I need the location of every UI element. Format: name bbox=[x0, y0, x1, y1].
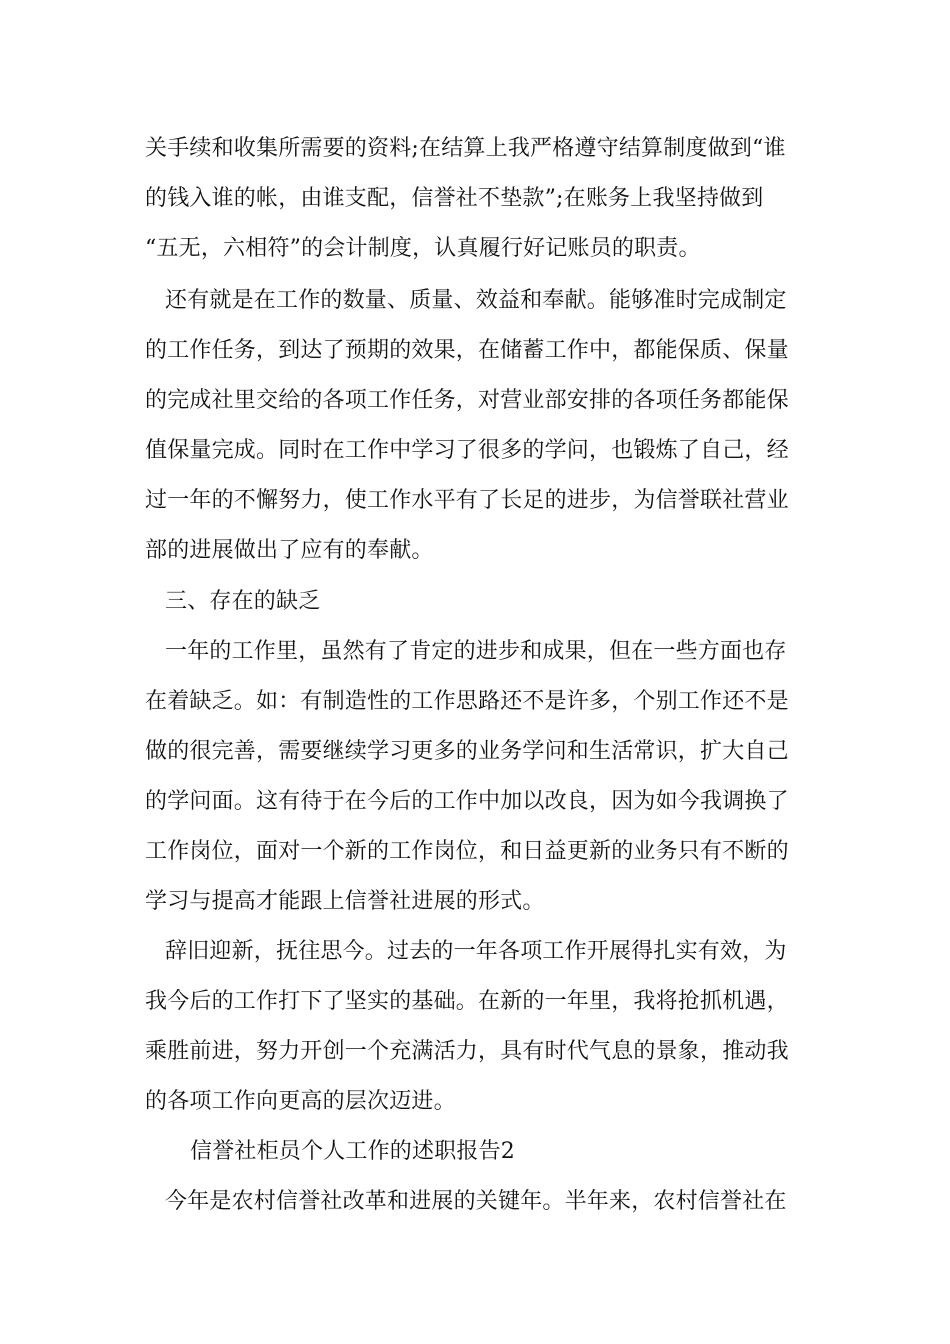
text-line: 的完成社里交给的各项工作任务，对营业部安排的各项任务都能保 bbox=[145, 388, 789, 413]
text-line: 的各项工作向更高的层次迈进。 bbox=[145, 1089, 456, 1114]
text-line: 值保量完成。同时在工作中学习了很多的学问，也锻炼了自己，经 bbox=[145, 438, 789, 463]
text-line: 还有就是在工作的数量、质量、效益和奉献。能够准时完成制定 bbox=[165, 288, 787, 313]
text-line: 工作岗位，面对一个新的工作岗位，和日益更新的业务只有不断的 bbox=[145, 839, 789, 864]
text-line: 的钱入谁的帐，由谁支配，信誉社不垫款”;在账务上我坚持做到 bbox=[145, 186, 764, 211]
text-line: 一年的工作里，虽然有了肯定的进步和成果，但在一些方面也存 bbox=[165, 639, 787, 664]
text-line: “五无，六相符”的会计制度，认真履行好记账员的职责。 bbox=[145, 236, 701, 261]
text-line: 辞旧迎新，抚往思今。过去的一年各项工作开展得扎实有效，为 bbox=[165, 939, 787, 964]
text-line: 的学问面。这有待于在今后的工作中加以改良，因为如今我调换了 bbox=[145, 789, 789, 814]
text-line: 今年是农村信誉社改革和进展的关键年。半年来，农村信誉社在 bbox=[165, 1189, 787, 1214]
text-line: 的工作任务，到达了预期的效果，在储蓄工作中，都能保质、保量 bbox=[145, 338, 789, 363]
text-line: 过一年的不懈努力，使工作水平有了长足的进步，为信誉联社营业 bbox=[145, 488, 789, 513]
text-line: 部的进展做出了应有的奉献。 bbox=[145, 538, 434, 563]
text-line: 关手续和收集所需要的资料;在结算上我严格遵守结算制度做到“谁 bbox=[145, 136, 786, 161]
text-line: 在着缺乏。如：有制造性的工作思路还不是许多，个别工作还不是 bbox=[145, 689, 789, 714]
report-title: 信誉社柜员个人工作的述职报告2 bbox=[190, 1139, 515, 1164]
text-line: 学习与提高才能跟上信誉社进展的形式。 bbox=[145, 889, 545, 914]
text-line: 我今后的工作打下了坚实的基础。在新的一年里，我将抢抓机遇， bbox=[145, 989, 789, 1014]
section-heading: 三、存在的缺乏 bbox=[165, 589, 321, 614]
text-line: 乘胜前进，努力开创一个充满活力，具有时代气息的景象，推动我 bbox=[145, 1039, 789, 1064]
text-line: 做的很完善，需要继续学习更多的业务学问和生活常识，扩大自己 bbox=[145, 739, 789, 764]
